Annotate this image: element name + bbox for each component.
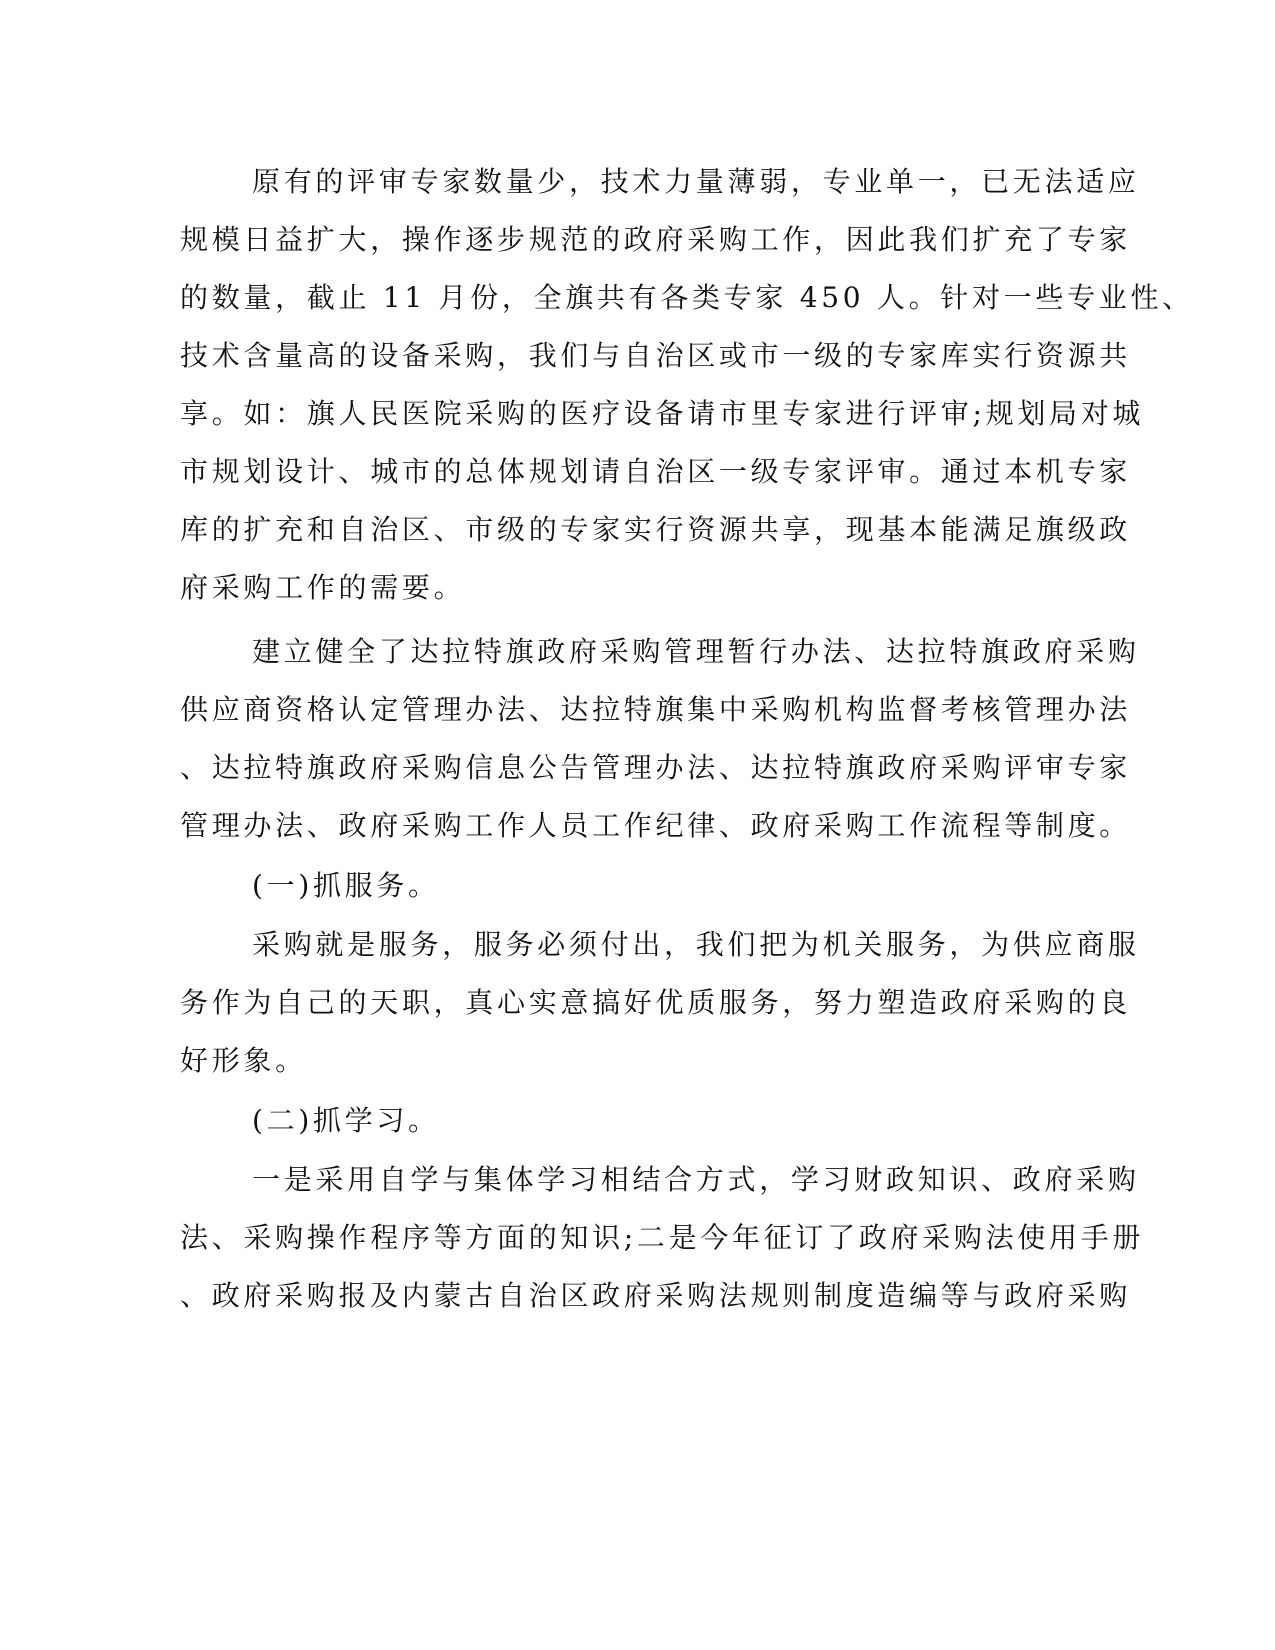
text-line: 管理办法、政府采购工作人员工作纪律、政府采购工作流程等制度。 <box>180 809 1132 842</box>
text-line: 的数量，截止 11 月份，全旗共有各类专家 450 人。针对一些专业性、 <box>180 281 1194 314</box>
text-line: 原有的评审专家数量少，技术力量薄弱，专业单一，已无法适应 <box>252 165 1140 198</box>
text-line: 规模日益扩大，操作逐步规范的政府采购工作，因此我们扩充了专家 <box>180 223 1132 256</box>
text-line: 、政府采购报及内蒙古自治区政府采购法规则制度造编等与政府采购 <box>180 1279 1132 1312</box>
text-line: 一是采用自学与集体学习相结合方式，学习财政知识、政府采购 <box>252 1163 1140 1196</box>
text-line: 市规划设计、城市的总体规划请自治区一级专家评审。通过本机专家 <box>180 455 1132 488</box>
text-line: 建立健全了达拉特旗政府采购管理暂行办法、达拉特旗政府采购 <box>252 635 1140 668</box>
text-line: 务作为自己的天职，真心实意搞好优质服务，努力塑造政府采购的良 <box>180 986 1132 1019</box>
text-line: 技术含量高的设备采购，我们与自治区或市一级的专家库实行资源共 <box>180 339 1132 372</box>
text-line: 好形象。 <box>180 1044 307 1077</box>
text-line: 采购就是服务，服务必须付出，我们把为机关服务，为供应商服 <box>252 928 1140 961</box>
section-heading: (二)抓学习。 <box>252 1104 440 1137</box>
section-heading: (一)抓服务。 <box>252 869 440 902</box>
text-line: 法、采购操作程序等方面的知识;二是今年征订了政府采购法使用手册 <box>180 1221 1145 1254</box>
text-line: 府采购工作的需要。 <box>180 571 466 604</box>
text-line: 、达拉特旗政府采购信息公告管理办法、达拉特旗政府采购评审专家 <box>180 751 1132 784</box>
text-line: 供应商资格认定管理办法、达拉特旗集中采购机构监督考核管理办法 <box>180 693 1132 726</box>
text-line: 库的扩充和自治区、市级的专家实行资源共享，现基本能满足旗级政 <box>180 513 1132 546</box>
text-line: 享。如：旗人民医院采购的医疗设备请市里专家进行评审;规划局对城 <box>180 397 1145 430</box>
